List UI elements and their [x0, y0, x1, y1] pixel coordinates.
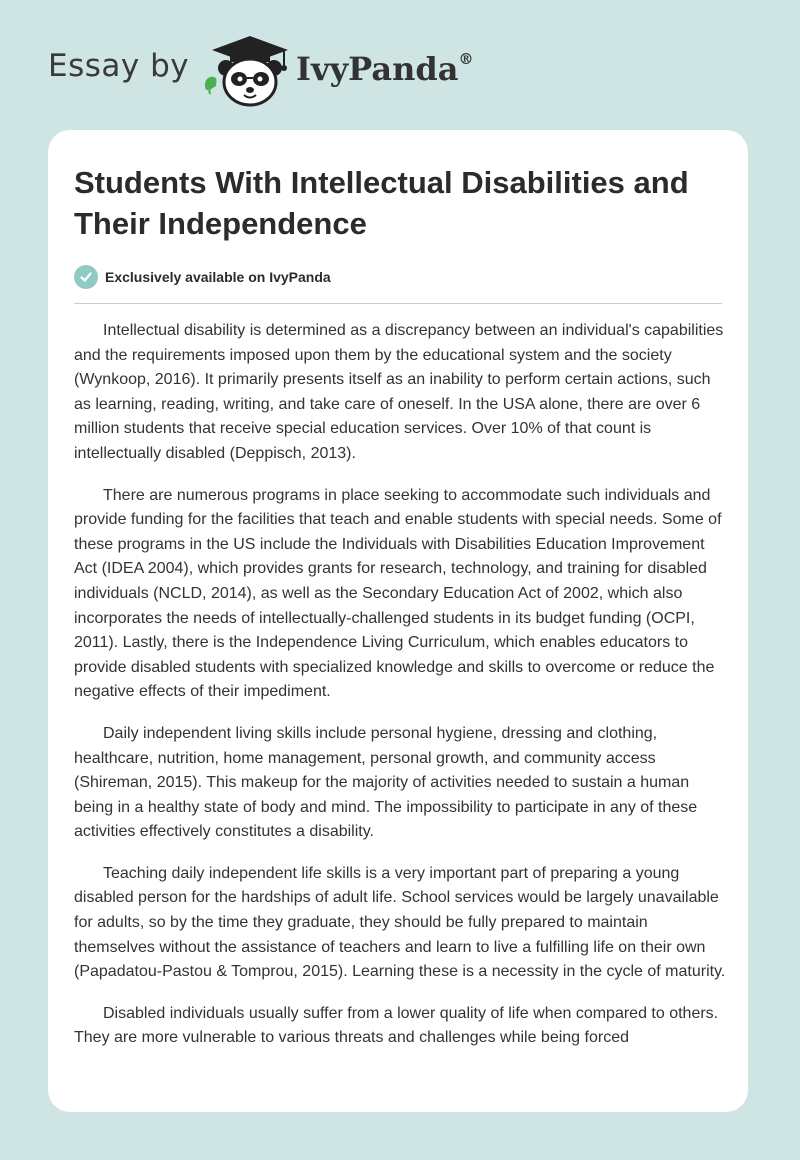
panda-logo-icon[interactable]: [200, 34, 292, 108]
paragraph: Disabled individuals usually suffer from a lower quality of life when compared to others. They are more vulnerable to various threats and challenges while being forced: [74, 1004, 719, 1047]
badge-label: Exclusively available on IvyPanda: [105, 269, 331, 285]
brand-name[interactable]: [296, 50, 473, 88]
paragraph: Intellectual disability is determined as a discrepancy between an individual's capabilities and the requirements imposed upon them by the educational system and the society (Wynkoop, 2016). It primarily presents itself as an inability to perform certain actions, such as learning, reading, writing, and take care of oneself. In the USA alone, there are over 6 million students that receive special education services. Over 10% of that count is intellectually disabled (Deppisch, 2013).: [74, 322, 724, 462]
paragraph: Teaching daily independent life skills is a very important part of preparing a young disabled person for the hardships of adult life. School services would be largely unavailable for adults, so by the time they graduate, they should be fully prepared to maintain themselves without the assistance of teachers and learn to live a fulfilling life on their own (Papadatou-Pastou & Tomprou, 2015). Learning these is a necessity in the cycle of maturity.: [74, 864, 726, 981]
paragraph: There are numerous programs in place seeking to accommodate such individuals and provide funding for the facilities that teach and enable students with special needs. Some of these programs in the US include the Individuals with Disabilities Education Improvement Act (IDEA 2004), which provides grants for research, technology, and training for disabled individuals (NCLD, 2014), as well as the Secondary Education Act of 2002, which also incorporates the needs of intellectually-challenged students in its budget funding (OCPI, 2011). Lastly, there is the Independence Living Curriculum, which enables educators to provide disabled students with specialized knowledge and skills to overcome or reduce the negative effects of their impediment.: [74, 486, 722, 701]
essay-card: [48, 130, 748, 1112]
paragraph: Daily independent living skills include personal hygiene, dressing and clothing, healthcare, nutrition, home management, personal growth, and community access (Shireman, 2015). This makeup for the majority of activities needed to sustain a human being in a healthy state of body and mind. The impossibility to participate in any of these activities effectively constitutes a disability.: [74, 724, 698, 841]
essay-title: Students With Intellectual Disabilities and Their Independence: [74, 165, 689, 241]
essay-by-label: Essay by: [48, 48, 190, 84]
title-divider: [74, 303, 722, 304]
site-header: [0, 0, 800, 130]
registered-mark: ®: [458, 50, 474, 69]
exclusive-badge: [74, 264, 331, 290]
check-circle-icon: [74, 265, 98, 289]
essay-body: [74, 319, 726, 1068]
brand-label: IvyPanda: [296, 50, 459, 88]
